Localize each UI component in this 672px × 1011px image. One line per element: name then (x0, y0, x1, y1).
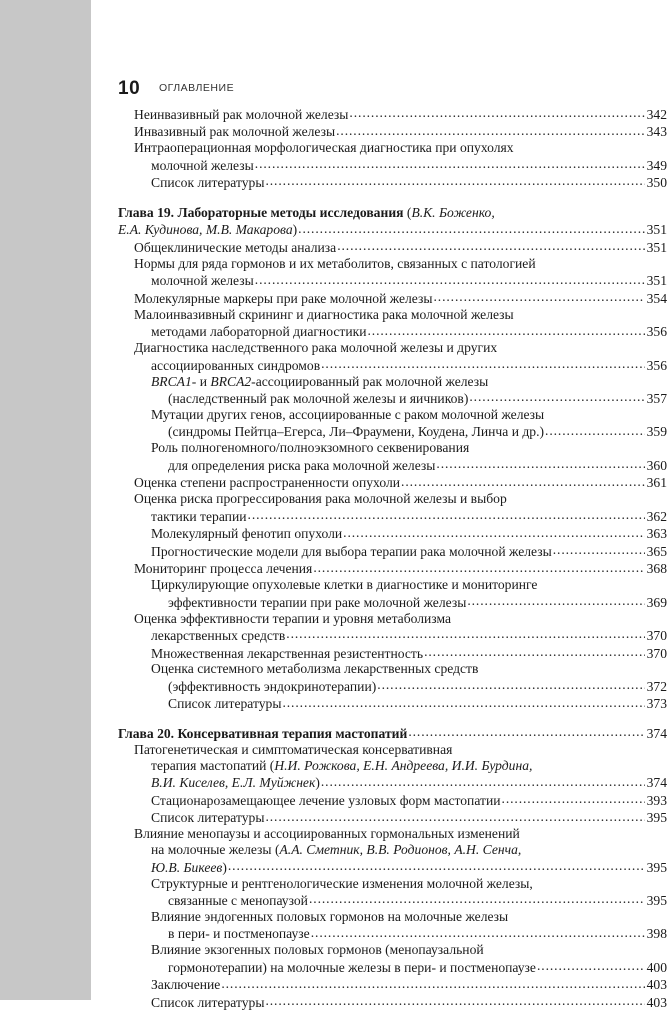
dot-leader (424, 644, 645, 658)
toc-entry-page: 356 (646, 324, 667, 340)
toc-entry-title: Неинвазивный рак молочной железы (134, 106, 349, 122)
chapter-19-page: 351 (646, 222, 667, 238)
toc-entry-line: Мутации других генов, ассоциированные с раком молочной железы (151, 406, 545, 422)
toc-entry[interactable] (134, 742, 667, 791)
toc-entry-leader-line (151, 958, 667, 976)
toc-entry-line: Роль полногеномного/полноэкзомного секвенирования (151, 440, 470, 456)
dot-leader (282, 695, 645, 709)
toc-entry[interactable] (151, 577, 667, 610)
dot-leader (265, 173, 645, 187)
toc-entry-leader-line (134, 123, 667, 141)
toc-entry-leader-line (134, 289, 667, 307)
dot-leader (467, 593, 645, 607)
toc-entry-title: молочной железы (151, 157, 254, 173)
toc-entry-title: гормонотерапии) на молочные железы в пери- и постменопаузе (168, 959, 536, 975)
toc-entry-title: тактики терапии (151, 508, 247, 524)
chapter-19-authors-1: В.К. Боженко, (411, 204, 495, 220)
dot-leader (265, 809, 645, 823)
toc-entry-title: ассоциированных синдромов (151, 357, 321, 373)
chapter-20-heading (118, 724, 667, 742)
toc-entry[interactable] (134, 256, 667, 289)
toc-entry-page: 360 (646, 457, 667, 473)
toc-entry-leader-line (151, 677, 667, 695)
toc-entry-title: Прогностические модели для выбора терапии рака молочной железы (151, 543, 552, 559)
toc-entry-leader-line (134, 238, 667, 256)
dot-leader (286, 626, 645, 640)
gene-name: BRCA2 (210, 373, 252, 389)
toc-entry-title: Список литературы (151, 810, 265, 826)
toc-entry-title: Оценка степени распространенности опухоли (134, 475, 401, 491)
toc-entry-title: связанные с менопаузой (168, 893, 308, 908)
toc-entry-page: 351 (646, 273, 667, 289)
toc-entry-line: Оценка эффективности терапии и уровня метаболизма (134, 610, 452, 626)
running-head: ОГЛАВЛЕНИЕ (159, 82, 235, 94)
dot-leader (255, 156, 645, 170)
toc-entry[interactable] (134, 238, 667, 256)
dot-leader (265, 993, 645, 1007)
dot-leader (367, 323, 645, 337)
toc-entry-leader-line (134, 507, 667, 525)
toc-entry-page: 365 (646, 543, 667, 559)
toc-entry-line: Оценка системного метаболизма лекарственных средств (151, 661, 479, 677)
toc-entry-leader-line (134, 105, 667, 123)
dot-leader (248, 507, 645, 521)
dot-leader (337, 238, 645, 252)
toc-entry-title: Множественная лекарственная резистентность (151, 645, 424, 661)
toc-entry-leader-line (134, 560, 667, 578)
toc-entry[interactable] (151, 976, 667, 994)
toc-entry-line: Малоинвазивный скрининг и диагностика рака молочной железы (134, 306, 514, 322)
toc-entry-title: молочной железы (151, 273, 254, 289)
toc-entry[interactable] (151, 525, 667, 543)
toc-entry[interactable] (151, 440, 667, 473)
entry-authors-close: ) (222, 859, 227, 875)
toc-entry-line: Структурные и рентгенологические изменения молочной железы, (151, 875, 533, 891)
toc-entry[interactable] (168, 695, 667, 713)
toc-entry-leader-line (151, 809, 667, 827)
toc-entry[interactable] (134, 289, 667, 307)
toc-entry-leader-line (151, 791, 667, 809)
dot-leader (401, 474, 645, 488)
dot-leader (553, 542, 645, 556)
toc-entry[interactable] (151, 374, 667, 407)
toc-entry-page: 350 (646, 175, 667, 190)
toc-top-entries (118, 105, 667, 191)
toc-entry-page: 370 (646, 628, 667, 644)
toc-entry-page: 395 (646, 893, 667, 908)
chapter-19-entries (118, 238, 667, 712)
toc-entry[interactable] (151, 791, 667, 809)
toc-entry-page: 342 (646, 106, 667, 122)
toc-entry-title: Список литературы (168, 696, 282, 712)
toc-entry-page: 368 (646, 561, 667, 577)
toc-entry[interactable] (151, 542, 667, 560)
toc-entry-leader-line (151, 976, 667, 994)
toc-entry-title: лекарственных средств (151, 628, 286, 644)
toc-entry-leader-line (151, 389, 667, 407)
toc-entry-title: в пери- и постменопаузе (168, 926, 310, 942)
toc-entry-page: 395 (646, 810, 667, 826)
toc-entry-leader-line (151, 593, 667, 611)
toc-entry-title: эффективности терапии при раке молочной железы (168, 594, 467, 610)
toc-entry-page: 343 (646, 124, 667, 140)
chapter-19-authors-2: Е.А. Кудинова, М.В. Макарова (118, 222, 293, 238)
toc-entry-title: Общеклинические методы анализа (134, 239, 337, 255)
toc-entry-page: 357 (646, 391, 667, 407)
dot-leader (313, 560, 645, 574)
toc-entry-leader-line (134, 774, 667, 792)
toc-entry[interactable] (151, 661, 667, 694)
dot-leader (309, 891, 645, 905)
toc-entry-page: 372 (646, 678, 667, 694)
toc-entry[interactable] (134, 474, 667, 492)
toc-entry-line: Оценка риска прогрессирования рака молочной железы и выбор (134, 491, 507, 507)
toc-entry[interactable] (134, 140, 667, 173)
chapter-20-page: 374 (646, 725, 667, 741)
toc-entry[interactable] (151, 942, 667, 975)
toc-entry-line: Влияние экзогенных половых гормонов (менопаузальной (151, 942, 484, 958)
toc-entry-line: Нормы для ряда гормонов и их метаболитов, связанных с патологией (134, 255, 536, 271)
entry-authors: А.А. Сметник, В.В. Родионов, А.Н. Сенча, (279, 842, 522, 858)
toc-entry-page: 359 (646, 424, 667, 440)
toc-entry-line: Диагностика наследственного рака молочной железы и других (134, 340, 498, 356)
toc-entry-page: 374 (646, 775, 667, 791)
toc-entry-line: на молочные железы (А.А. Сметник, В.В. Родионов, А.Н. Сенча, (151, 842, 522, 858)
dot-leader (377, 677, 645, 691)
page-number: 10 (118, 78, 141, 99)
toc-entry-leader-line (151, 925, 667, 943)
toc-entry-page: 400 (646, 959, 667, 975)
dot-leader (336, 123, 645, 137)
toc-entry[interactable] (151, 644, 667, 662)
toc-entry-line: BRCA1- и BRCA2-ассоциированный рак молочной железы (151, 373, 489, 389)
toc-entry-page: 398 (646, 926, 667, 942)
toc-entry-title: Молекулярные маркеры при раке молочной железы (134, 290, 433, 306)
toc-entry[interactable] (151, 173, 667, 191)
toc-entry[interactable] (151, 809, 667, 827)
chapter-20-entries (118, 742, 667, 1011)
toc-entry[interactable] (134, 307, 667, 340)
toc-entry-leader-line (151, 456, 667, 474)
entry-authors: Н.И. Рожкова, Е.Н. Андреева, И.И. Бурдина, (274, 757, 533, 773)
toc-entry-leader-line (134, 156, 667, 174)
entry-authors: В.И. Киселев, Е.Л. Муйжнек (151, 775, 316, 791)
toc-entry-leader-line (134, 323, 667, 341)
dot-leader (221, 976, 645, 990)
toc-entry-page: 361 (646, 475, 667, 491)
toc-entry-leader-line (151, 891, 667, 909)
toc-entry-title: для определения риска рака молочной железы (168, 457, 436, 473)
toc-entry-title: (эффективность эндокринотерапии) (168, 678, 377, 694)
toc-entry-page: 403 (646, 977, 667, 993)
toc-entry-title: Заключение (151, 977, 221, 993)
dot-leader (311, 925, 645, 939)
dot-leader (349, 105, 645, 119)
toc-entry-line: Влияние менопаузы и ассоциированных гормональных изменений (134, 826, 520, 842)
dot-leader (537, 958, 645, 972)
toc-entry-leader-line (168, 695, 667, 713)
toc-entry-page: 349 (646, 157, 667, 173)
toc-entry[interactable] (151, 993, 667, 1011)
toc-entry-page: 362 (646, 508, 667, 524)
toc-entry-page: 370 (646, 645, 667, 661)
toc-entry-page: 363 (646, 526, 667, 542)
toc-entry[interactable] (134, 611, 667, 644)
toc-entry-page: 369 (646, 594, 667, 610)
toc-entry-page: 351 (646, 239, 667, 255)
dot-leader (502, 791, 645, 805)
toc-entry-leader-line (151, 173, 667, 191)
toc-entry-title: (наследственный рак молочной железы и яичников) (168, 391, 469, 407)
toc-entry-leader-line (134, 858, 667, 876)
toc-entry-line: Циркулирующие опухолевые клетки в диагностике и мониторинге (151, 577, 538, 593)
toc-entry-line: терапия мастопатий (Н.И. Рожкова, Е.Н. Андреева, И.И. Бурдина, (151, 757, 533, 773)
toc-entry-leader-line (134, 272, 667, 290)
toc-entry-title: Список литературы (151, 994, 265, 1010)
entry-authors-close: ) (315, 775, 320, 791)
toc-entry[interactable] (134, 491, 667, 524)
page-edge-band (0, 0, 91, 1000)
toc-entry-leader-line (151, 423, 667, 441)
chapter-19-heading: Глава 19. Лабораторные методы исследования (В.К. Боженко, Е.А. Кудинова, М.В. Макарова ) ..... 351 (118, 205, 667, 238)
toc-entry-leader-line (134, 474, 667, 492)
toc-entry[interactable] (134, 560, 667, 578)
toc-entry-title: Список литературы (151, 175, 265, 190)
toc-entry[interactable] (151, 909, 667, 942)
toc-entry-page: 395 (646, 859, 667, 875)
toc-entry[interactable] (134, 826, 667, 875)
toc-entry-leader-line (151, 525, 667, 543)
dot-leader (469, 389, 645, 403)
toc-entry[interactable] (151, 407, 667, 440)
toc-entry-title: Мониторинг процесса лечения (134, 561, 313, 577)
toc-entry-leader-line (151, 542, 667, 560)
toc-entry-page: 403 (646, 994, 667, 1010)
toc-entry-title: Молекулярный фенотип опухоли (151, 526, 343, 542)
dot-leader (343, 525, 645, 539)
toc-entry[interactable] (134, 123, 667, 141)
toc-entry-line: Интраоперационная морфологическая диагностика при опухолях (134, 140, 514, 155)
dot-leader (436, 456, 645, 470)
dot-leader (255, 272, 645, 286)
toc-entry-leader-line (151, 644, 667, 662)
toc-entry-line: Влияние эндогенных половых гормонов на молочные железы (151, 908, 509, 924)
entry-authors: Ю.В. Бикеев (151, 859, 223, 875)
toc-entry-title: Стационарозамещающее лечение узловых форм мастопатии (151, 792, 501, 808)
toc-entry-title: методами лабораторной диагностики (151, 324, 367, 340)
toc-entry-leader-line (151, 993, 667, 1011)
toc-entry-page: 373 (646, 696, 667, 712)
dot-leader (545, 423, 645, 437)
dot-leader (228, 858, 645, 872)
toc-entry-title: Инвазивный рак молочной железы (134, 124, 336, 140)
gene-name: BRCA1 (151, 373, 192, 389)
chapter-19-title[interactable]: Глава 19. Лабораторные методы исследования (118, 204, 404, 220)
toc-entry-page: 356 (646, 357, 667, 373)
dot-leader (433, 289, 645, 303)
toc-entry-line: Патогенетическая и симптоматическая консервативная (134, 741, 453, 757)
toc-entry-page: 393 (646, 792, 667, 808)
chapter-20-title[interactable]: Глава 20. Консервативная терапия мастопатий (118, 725, 408, 741)
toc-entry-title: (синдромы Пейтца–Егерса, Ли–Фраумени, Коудена, Линча и др.) (168, 424, 545, 440)
toc-entry-page: 354 (646, 290, 667, 306)
toc-entry[interactable] (134, 105, 667, 123)
dot-leader (321, 356, 645, 370)
toc-entry-leader-line (134, 356, 667, 374)
toc-entry-leader-line (134, 626, 667, 644)
toc-entry[interactable] (151, 876, 667, 909)
toc-entry[interactable] (134, 340, 667, 373)
dot-leader (321, 774, 645, 788)
table-of-contents (118, 105, 667, 1011)
